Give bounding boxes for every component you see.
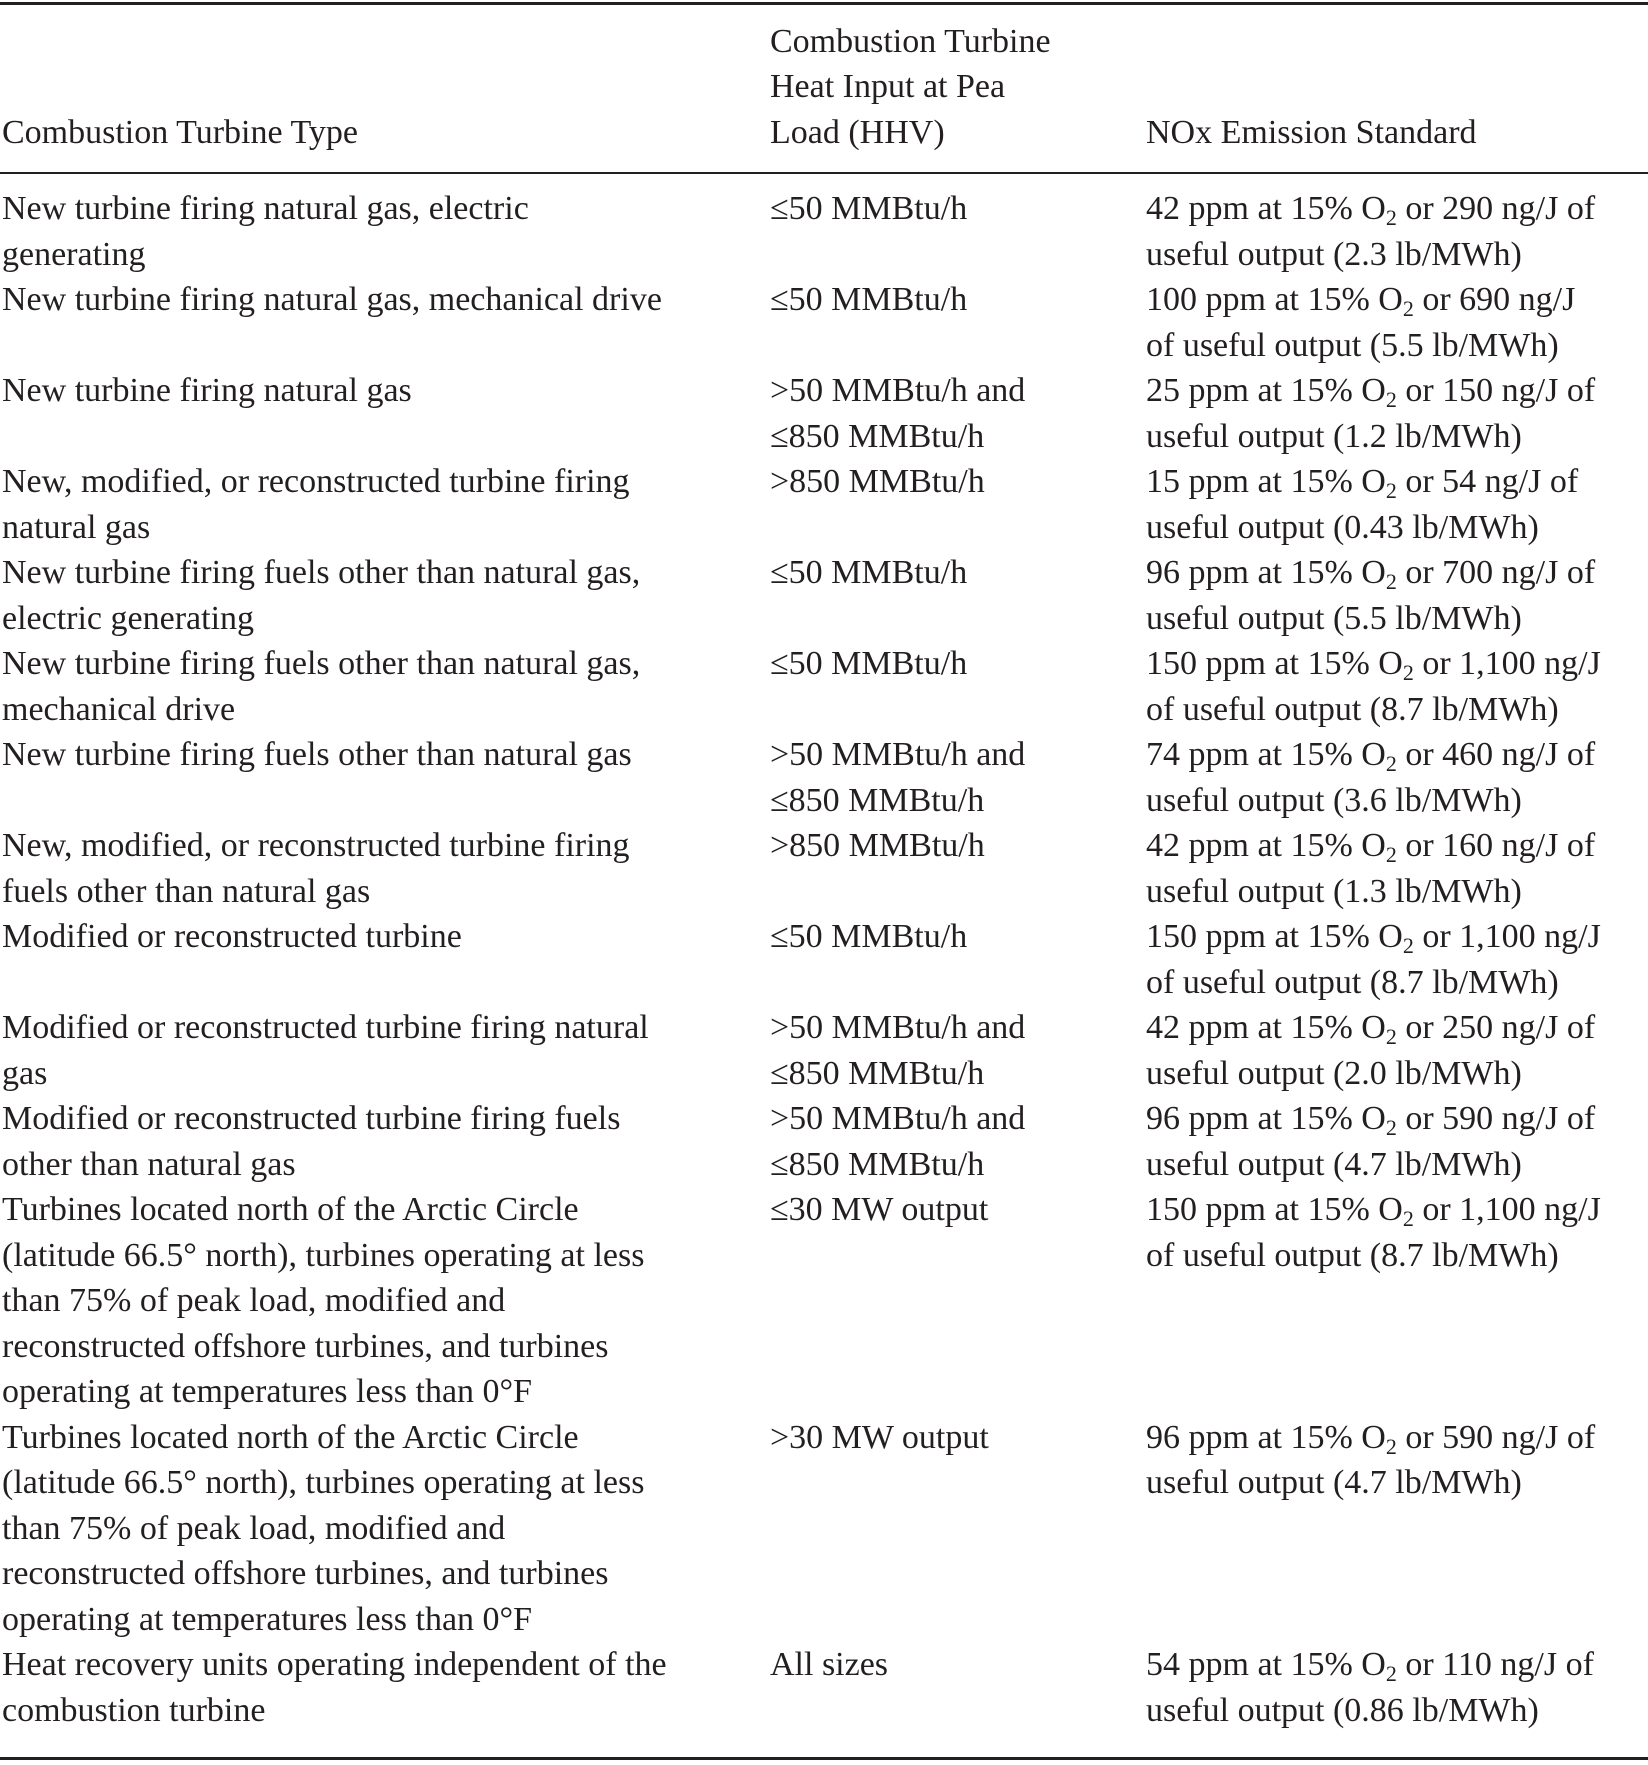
- turbine-type-line: gas: [2, 1054, 48, 1092]
- nox-standard-line: [1146, 1187, 1648, 1233]
- nox-standard-line: [1146, 1096, 1648, 1142]
- nox-standard-text: 150 ppm at 15% O: [1146, 918, 1403, 955]
- heat-input-line: ≤850 MMBtu/h: [770, 1145, 985, 1183]
- nox-standard-line: [1146, 687, 1648, 733]
- oxygen-subscript: 2: [1385, 1433, 1397, 1459]
- cell-nox-standard: [1146, 277, 1648, 368]
- nox-standard-text: of useful output (8.7 lb/MWh): [1146, 1236, 1559, 1274]
- nox-standard-line: [1146, 1142, 1648, 1188]
- table-row: [0, 823, 1648, 914]
- heat-input-line: ≤50 MMBtu/h: [770, 281, 968, 318]
- turbine-type-line: natural gas: [2, 508, 151, 546]
- cell-heat-input: [768, 1642, 1146, 1733]
- table-row: [0, 1642, 1648, 1733]
- cell-heat-input: [768, 172, 1146, 277]
- nox-standard-text: 150 ppm at 15% O: [1146, 1191, 1403, 1228]
- oxygen-subscript: 2: [1385, 569, 1397, 594]
- turbine-type-line: than 75% of peak load, modified and: [2, 1282, 506, 1319]
- turbine-type-line: Modified or reconstructed turbine: [2, 918, 462, 955]
- cell-turbine-type: [0, 1415, 768, 1643]
- table-row: [0, 172, 1648, 277]
- heat-input-line: ≤50 MMBtu/h: [770, 918, 968, 955]
- nox-standard-text: of useful output (8.7 lb/MWh): [1146, 690, 1559, 728]
- nox-standard-line: [1146, 1005, 1648, 1051]
- nox-standard-text: or 150 ng/J of: [1396, 372, 1596, 409]
- nox-standard-line: [1146, 1460, 1648, 1506]
- oxygen-subscript: 2: [1402, 1206, 1414, 1231]
- cell-heat-input: [768, 732, 1146, 823]
- oxygen-subscript: 2: [1385, 478, 1397, 503]
- turbine-type-line: Turbines located north of the Arctic Circle: [2, 1418, 579, 1456]
- cell-turbine-type: [0, 277, 768, 368]
- cell-nox-standard: [1146, 1642, 1648, 1733]
- cell-heat-input: [768, 823, 1146, 914]
- nox-standard-text: useful output (2.0 lb/MWh): [1146, 1054, 1522, 1092]
- turbine-type-line: reconstructed offshore turbines, and turbines: [2, 1555, 609, 1592]
- cell-nox-standard: [1146, 641, 1648, 732]
- cell-nox-standard: [1146, 823, 1648, 914]
- table-row: [0, 641, 1648, 732]
- turbine-type-line: other than natural gas: [2, 1145, 296, 1183]
- cell-heat-input: [768, 641, 1146, 732]
- heat-input-line: >850 MMBtu/h: [770, 463, 985, 500]
- turbine-type-line: New turbine firing natural gas, mechanical drive: [2, 281, 662, 318]
- nox-standard-text: or 1,100 ng/J: [1413, 918, 1601, 955]
- turbine-type-line: New turbine firing fuels other than natural gas: [2, 736, 632, 773]
- cell-nox-standard: [1146, 550, 1648, 641]
- turbine-type-line: combustion turbine: [2, 1691, 266, 1729]
- oxygen-subscript: 2: [1385, 842, 1397, 867]
- oxygen-subscript: 2: [1385, 1661, 1397, 1686]
- turbine-type-line: New turbine firing natural gas, electric: [2, 190, 529, 227]
- cell-turbine-type: [0, 914, 768, 1005]
- cell-turbine-type: [0, 1642, 768, 1733]
- nox-standard-text: or 690 ng/J: [1413, 281, 1576, 318]
- nox-standard-text: useful output (4.7 lb/MWh): [1146, 1464, 1522, 1501]
- oxygen-subscript: 2: [1402, 933, 1414, 958]
- turbine-type-line: New, modified, or reconstructed turbine firing: [2, 827, 630, 864]
- nox-standard-text: 42 ppm at 15% O: [1146, 190, 1386, 227]
- nox-standard-text: or 460 ng/J of: [1396, 736, 1596, 773]
- nox-standard-text: or 54 ng/J of: [1396, 463, 1579, 500]
- nox-standard-text: of useful output (5.5 lb/MWh): [1146, 326, 1559, 364]
- cell-heat-input: [768, 1187, 1146, 1415]
- nox-standard-line: [1146, 1688, 1648, 1734]
- nox-standard-text: 74 ppm at 15% O: [1146, 736, 1386, 773]
- turbine-type-line: fuels other than natural gas: [2, 872, 371, 910]
- nox-standard-line: [1146, 368, 1648, 414]
- table-row: [0, 368, 1648, 459]
- nox-standard-text: useful output (5.5 lb/MWh): [1146, 599, 1522, 637]
- nox-standard-text: useful output (0.86 lb/MWh): [1146, 1691, 1539, 1729]
- heat-input-line: ≤850 MMBtu/h: [770, 781, 985, 819]
- turbine-type-line: Modified or reconstructed turbine firing natural: [2, 1009, 649, 1046]
- cell-turbine-type: [0, 1187, 768, 1415]
- nox-standard-line: [1146, 1642, 1648, 1688]
- cell-nox-standard: [1146, 732, 1648, 823]
- nox-standard-text: of useful output (8.7 lb/MWh): [1146, 963, 1559, 1001]
- table-row: [0, 459, 1648, 550]
- nox-standard-line: [1146, 1415, 1648, 1461]
- nox-standard-text: 42 ppm at 15% O: [1146, 1009, 1386, 1046]
- oxygen-subscript: 2: [1385, 387, 1397, 412]
- nox-standard-text: 15 ppm at 15% O: [1146, 463, 1386, 500]
- header-heat-input-line: Load (HHV): [770, 113, 945, 151]
- cell-turbine-type: [0, 1096, 768, 1187]
- table-row: [0, 550, 1648, 641]
- table-bottom-rule: [0, 1757, 1648, 1760]
- nox-standard-text: 96 ppm at 15% O: [1146, 1418, 1386, 1456]
- turbine-type-line: New turbine firing fuels other than natural gas,: [2, 554, 641, 591]
- nox-standard-line: [1146, 641, 1648, 687]
- nox-standard-text: or 250 ng/J of: [1396, 1009, 1596, 1046]
- cell-heat-input: [768, 277, 1146, 368]
- heat-input-line: >50 MMBtu/h and: [770, 1100, 1026, 1137]
- nox-standard-text: or 590 ng/J of: [1396, 1418, 1596, 1456]
- heat-input-line: ≤50 MMBtu/h: [770, 645, 968, 682]
- turbine-type-line: New turbine firing natural gas: [2, 372, 412, 409]
- cell-heat-input: [768, 914, 1146, 1005]
- cell-turbine-type: [0, 459, 768, 550]
- nox-standard-line: [1146, 186, 1648, 232]
- cell-nox-standard: [1146, 914, 1648, 1005]
- nox-standard-text: useful output (0.43 lb/MWh): [1146, 508, 1539, 546]
- cell-heat-input: [768, 1096, 1146, 1187]
- header-heat-input-line: Heat Input at Pea: [770, 68, 1006, 105]
- cell-nox-standard: [1146, 1005, 1648, 1096]
- nox-standard-text: or 160 ng/J of: [1396, 827, 1596, 864]
- turbine-type-line: Modified or reconstructed turbine firing fuels: [2, 1100, 621, 1137]
- header-heat-input-line: Combustion Turbine: [770, 22, 1051, 60]
- cell-nox-standard: [1146, 368, 1648, 459]
- nox-standard-line: [1146, 277, 1648, 323]
- nox-standard-text: 96 ppm at 15% O: [1146, 554, 1386, 591]
- table-header: [0, 0, 1648, 172]
- turbine-type-line: operating at temperatures less than 0°F: [2, 1373, 533, 1410]
- nox-standard-text: or 290 ng/J of: [1396, 190, 1596, 227]
- nox-standard-text: useful output (4.7 lb/MWh): [1146, 1145, 1522, 1183]
- nox-standard-text: useful output (1.2 lb/MWh): [1146, 417, 1522, 455]
- nox-standard-text: 42 ppm at 15% O: [1146, 827, 1386, 864]
- cell-nox-standard: [1146, 1415, 1648, 1643]
- nox-standard-text: useful output (3.6 lb/MWh): [1146, 781, 1522, 819]
- nox-standard-line: [1146, 869, 1648, 915]
- turbine-type-line: than 75% of peak load, modified and: [2, 1509, 506, 1547]
- nox-standard-text: 25 ppm at 15% O: [1146, 372, 1386, 409]
- cell-heat-input: [768, 550, 1146, 641]
- cell-turbine-type: [0, 368, 768, 459]
- heat-input-line: ≤30 MW output: [770, 1191, 989, 1228]
- nox-standard-line: [1146, 1233, 1648, 1279]
- table-row: [0, 1415, 1648, 1643]
- nox-standard-line: [1146, 232, 1648, 278]
- header-heat-input: [768, 0, 1146, 172]
- header-nox-standard: NOx Emission Standard: [1146, 113, 1477, 151]
- table-row: [0, 732, 1648, 823]
- cell-heat-input: [768, 368, 1146, 459]
- oxygen-subscript: 2: [1385, 205, 1397, 230]
- nox-standard-text: useful output (1.3 lb/MWh): [1146, 872, 1522, 910]
- nox-standard-text: 100 ppm at 15% O: [1146, 281, 1403, 318]
- heat-input-line: >50 MMBtu/h and: [770, 1009, 1026, 1046]
- header-turbine-type: Combustion Turbine Type: [2, 113, 358, 151]
- cell-turbine-type: [0, 172, 768, 277]
- turbine-type-line: mechanical drive: [2, 690, 236, 728]
- table-row: [0, 1096, 1648, 1187]
- heat-input-line: >30 MW output: [770, 1418, 989, 1456]
- header-row: [0, 0, 1648, 172]
- table-row: [0, 1005, 1648, 1096]
- heat-input-line: >850 MMBtu/h: [770, 827, 985, 864]
- cell-heat-input: [768, 459, 1146, 550]
- turbine-type-line: Turbines located north of the Arctic Circle: [2, 1191, 579, 1228]
- table-row: [0, 1187, 1648, 1415]
- nox-standard-text: 96 ppm at 15% O: [1146, 1100, 1386, 1137]
- nox-standard-text: useful output (2.3 lb/MWh): [1146, 235, 1522, 273]
- nox-standard-line: [1146, 414, 1648, 460]
- cell-heat-input: [768, 1415, 1146, 1643]
- turbine-type-line: electric generating: [2, 599, 255, 637]
- oxygen-subscript: 2: [1385, 751, 1397, 776]
- cell-nox-standard: [1146, 1187, 1648, 1415]
- cell-turbine-type: [0, 550, 768, 641]
- turbine-type-line: reconstructed offshore turbines, and turbines: [2, 1327, 609, 1365]
- oxygen-subscript: 2: [1385, 1115, 1397, 1140]
- table-row: [0, 914, 1648, 1005]
- heat-input-line: All sizes: [770, 1646, 889, 1683]
- heat-input-line: ≤850 MMBtu/h: [770, 417, 985, 455]
- heat-input-line: >50 MMBtu/h and: [770, 372, 1026, 409]
- nox-standard-text: or 1,100 ng/J: [1413, 645, 1601, 682]
- cell-nox-standard: [1146, 1096, 1648, 1187]
- oxygen-subscript: 2: [1402, 296, 1414, 321]
- nox-standard-line: [1146, 596, 1648, 642]
- turbine-type-line: Heat recovery units operating independent of the: [2, 1646, 667, 1683]
- heat-input-line: ≤50 MMBtu/h: [770, 190, 968, 227]
- turbine-type-line: operating at temperatures less than 0°F: [2, 1600, 533, 1638]
- cell-nox-standard: [1146, 172, 1648, 277]
- cell-turbine-type: [0, 823, 768, 914]
- cell-turbine-type: [0, 641, 768, 732]
- turbine-type-line: New turbine firing fuels other than natural gas,: [2, 645, 641, 682]
- cell-turbine-type: [0, 1005, 768, 1096]
- nox-standard-line: [1146, 323, 1648, 369]
- nox-standard-line: [1146, 550, 1648, 596]
- turbine-type-line: (latitude 66.5° north), turbines operating at less: [2, 1464, 645, 1501]
- cell-turbine-type: [0, 732, 768, 823]
- table-row: [0, 277, 1648, 368]
- cell-nox-standard: [1146, 459, 1648, 550]
- heat-input-line: >50 MMBtu/h and: [770, 736, 1026, 773]
- nox-standard-line: [1146, 960, 1648, 1006]
- turbine-type-line: (latitude 66.5° north), turbines operating at less: [2, 1236, 645, 1274]
- nox-standard-text: or 700 ng/J of: [1396, 554, 1596, 591]
- turbine-type-line: generating: [2, 235, 146, 273]
- nox-standard-text: or 590 ng/J of: [1396, 1100, 1596, 1137]
- nox-standard-line: [1146, 505, 1648, 551]
- nox-standard-text: or 110 ng/J of: [1396, 1646, 1594, 1683]
- heat-input-line: ≤850 MMBtu/h: [770, 1054, 985, 1092]
- oxygen-subscript: 2: [1385, 1024, 1397, 1049]
- oxygen-subscript: 2: [1402, 660, 1414, 685]
- table-body: [0, 172, 1648, 1733]
- nox-standard-line: [1146, 914, 1648, 960]
- nox-standard-line: [1146, 1051, 1648, 1097]
- nox-standard-line: [1146, 823, 1648, 869]
- nox-standard-line: [1146, 778, 1648, 824]
- cell-heat-input: [768, 1005, 1146, 1096]
- nox-standard-text: 54 ppm at 15% O: [1146, 1646, 1386, 1683]
- nox-standard-line: [1146, 459, 1648, 505]
- nox-standard-text: or 1,100 ng/J: [1413, 1191, 1601, 1228]
- heat-input-line: ≤50 MMBtu/h: [770, 554, 968, 591]
- nox-standard-line: [1146, 732, 1648, 778]
- nox-standard-text: 150 ppm at 15% O: [1146, 645, 1403, 682]
- turbine-type-line: New, modified, or reconstructed turbine firing: [2, 463, 630, 500]
